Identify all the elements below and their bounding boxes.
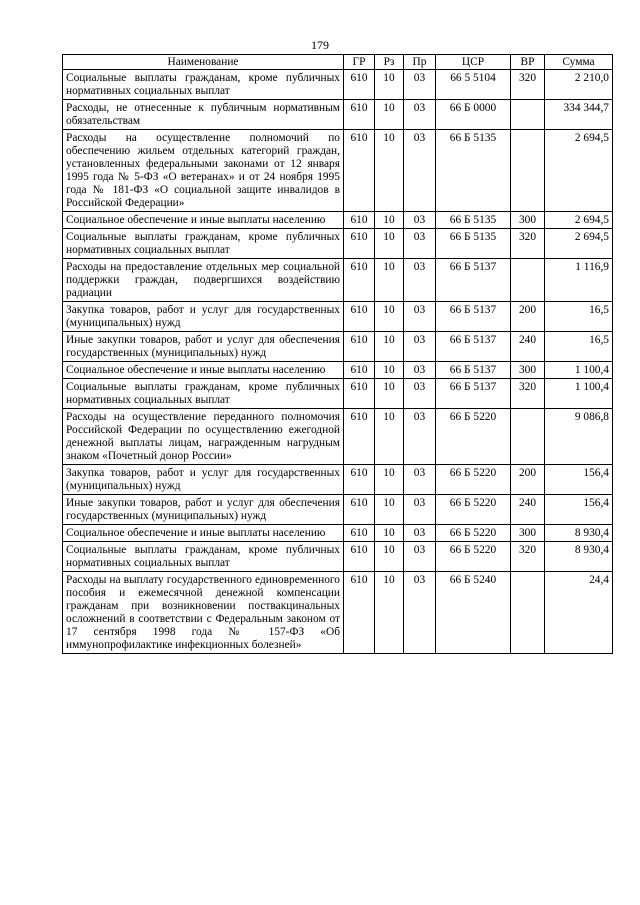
cell-vr xyxy=(511,409,545,465)
header-gr: ГР xyxy=(344,55,375,70)
cell-vr: 240 xyxy=(511,332,545,362)
cell-pr: 03 xyxy=(404,409,436,465)
header-rz: Рз xyxy=(375,55,404,70)
cell-name: Социальное обеспечение и иные выплаты населению xyxy=(63,212,344,229)
cell-rz: 10 xyxy=(375,495,404,525)
cell-csr: 66 Б 5220 xyxy=(436,465,511,495)
cell-gr: 610 xyxy=(344,495,375,525)
table-row xyxy=(63,229,613,259)
table-row xyxy=(63,302,613,332)
cell-vr: 320 xyxy=(511,70,545,100)
cell-pr: 03 xyxy=(404,259,436,302)
cell-gr: 610 xyxy=(344,332,375,362)
cell-rz: 10 xyxy=(375,465,404,495)
cell-vr xyxy=(511,130,545,212)
cell-rz: 10 xyxy=(375,229,404,259)
cell-csr: 66 Б 5240 xyxy=(436,572,511,654)
cell-name: Расходы на выплату государственного единовременного пособия и ежемесячной денежной компенсации гражданам при возникновении поствакцинальных осложнений в соответствии с Федеральным законом от 17 сентября 1998 года № 157-ФЗ «Об иммунопрофилактике инфекционных болезней» xyxy=(63,572,344,654)
cell-csr: 66 Б 5135 xyxy=(436,130,511,212)
cell-pr: 03 xyxy=(404,212,436,229)
cell-csr: 66 Б 5220 xyxy=(436,542,511,572)
cell-rz: 10 xyxy=(375,212,404,229)
cell-name: Расходы на предоставление отдельных мер социальной поддержки граждан, подвергшихся воздействию радиации xyxy=(63,259,344,302)
cell-csr: 66 Б 5220 xyxy=(436,525,511,542)
cell-sum: 8 930,4 xyxy=(545,542,613,572)
budget-table xyxy=(62,54,613,654)
cell-sum: 1 116,9 xyxy=(545,259,613,302)
cell-vr: 320 xyxy=(511,229,545,259)
cell-csr: 66 Б 5135 xyxy=(436,212,511,229)
header-csr: ЦСР xyxy=(436,55,511,70)
cell-gr: 610 xyxy=(344,525,375,542)
table-row xyxy=(63,495,613,525)
cell-sum: 334 344,7 xyxy=(545,100,613,130)
cell-pr: 03 xyxy=(404,495,436,525)
cell-rz: 10 xyxy=(375,70,404,100)
cell-name: Закупка товаров, работ и услуг для государственных (муниципальных) нужд xyxy=(63,302,344,332)
cell-gr: 610 xyxy=(344,70,375,100)
cell-vr xyxy=(511,259,545,302)
table-row xyxy=(63,259,613,302)
cell-pr: 03 xyxy=(404,379,436,409)
cell-pr: 03 xyxy=(404,542,436,572)
table-row xyxy=(63,572,613,654)
cell-vr xyxy=(511,572,545,654)
cell-vr: 200 xyxy=(511,465,545,495)
cell-sum: 1 100,4 xyxy=(545,362,613,379)
table-row xyxy=(63,332,613,362)
cell-name: Иные закупки товаров, работ и услуг для обеспечения государственных (муниципальных) нужд xyxy=(63,495,344,525)
header-vr: ВР xyxy=(511,55,545,70)
cell-pr: 03 xyxy=(404,70,436,100)
table-header xyxy=(63,55,613,70)
cell-rz: 10 xyxy=(375,332,404,362)
cell-rz: 10 xyxy=(375,302,404,332)
cell-csr: 66 Б 5220 xyxy=(436,409,511,465)
table-row xyxy=(63,212,613,229)
cell-rz: 10 xyxy=(375,100,404,130)
cell-vr: 200 xyxy=(511,302,545,332)
cell-gr: 610 xyxy=(344,100,375,130)
cell-gr: 610 xyxy=(344,542,375,572)
cell-pr: 03 xyxy=(404,302,436,332)
cell-sum: 2 694,5 xyxy=(545,212,613,229)
cell-sum: 2 210,0 xyxy=(545,70,613,100)
cell-name: Социальные выплаты гражданам, кроме публичных нормативных социальных выплат xyxy=(63,379,344,409)
cell-csr: 66 5 5104 xyxy=(436,70,511,100)
cell-csr: 66 Б 5137 xyxy=(436,259,511,302)
cell-pr: 03 xyxy=(404,525,436,542)
cell-rz: 10 xyxy=(375,362,404,379)
cell-csr: 66 Б 5137 xyxy=(436,332,511,362)
page-number: 179 xyxy=(311,38,329,52)
cell-vr: 320 xyxy=(511,542,545,572)
cell-name: Расходы на осуществление полномочий по обеспечению жильем отдельных категорий граждан, установленных федеральными законами от 12 января 1995 года № 5-ФЗ «О ветеранах» и от 24 ноября 1995 года № 181-ФЗ «О социальной защите инвалидов в Российской Федерации» xyxy=(63,130,344,212)
cell-name: Социальное обеспечение и иные выплаты населению xyxy=(63,362,344,379)
cell-csr: 66 Б 5220 xyxy=(436,495,511,525)
cell-pr: 03 xyxy=(404,572,436,654)
cell-gr: 610 xyxy=(344,572,375,654)
cell-vr: 300 xyxy=(511,362,545,379)
cell-vr: 300 xyxy=(511,525,545,542)
cell-vr: 300 xyxy=(511,212,545,229)
table-row xyxy=(63,362,613,379)
header-pr: Пр xyxy=(404,55,436,70)
cell-csr: 66 Б 5137 xyxy=(436,379,511,409)
cell-sum: 16,5 xyxy=(545,332,613,362)
cell-vr: 240 xyxy=(511,495,545,525)
cell-pr: 03 xyxy=(404,362,436,379)
table-row xyxy=(63,465,613,495)
cell-sum: 156,4 xyxy=(545,495,613,525)
cell-sum: 1 100,4 xyxy=(545,379,613,409)
cell-sum: 2 694,5 xyxy=(545,229,613,259)
cell-sum: 156,4 xyxy=(545,465,613,495)
cell-pr: 03 xyxy=(404,332,436,362)
cell-name: Иные закупки товаров, работ и услуг для обеспечения государственных (муниципальных) нужд xyxy=(63,332,344,362)
cell-rz: 10 xyxy=(375,379,404,409)
header-name: Наименование xyxy=(63,55,344,70)
cell-name: Социальные выплаты гражданам, кроме публичных нормативных социальных выплат xyxy=(63,229,344,259)
cell-gr: 610 xyxy=(344,212,375,229)
cell-rz: 10 xyxy=(375,259,404,302)
cell-name: Социальное обеспечение и иные выплаты населению xyxy=(63,525,344,542)
cell-name: Расходы на осуществление переданного полномочия Российской Федерации по осуществлению ежегодной денежной выплаты лицам, награжденным нагрудным знаком «Почетный донор России» xyxy=(63,409,344,465)
table-row xyxy=(63,100,613,130)
cell-vr xyxy=(511,100,545,130)
cell-pr: 03 xyxy=(404,130,436,212)
cell-gr: 610 xyxy=(344,409,375,465)
cell-gr: 610 xyxy=(344,259,375,302)
cell-sum: 2 694,5 xyxy=(545,130,613,212)
table-row xyxy=(63,542,613,572)
cell-rz: 10 xyxy=(375,542,404,572)
cell-pr: 03 xyxy=(404,465,436,495)
cell-gr: 610 xyxy=(344,229,375,259)
cell-pr: 03 xyxy=(404,229,436,259)
cell-gr: 610 xyxy=(344,302,375,332)
table-row xyxy=(63,70,613,100)
cell-name: Социальные выплаты гражданам, кроме публичных нормативных социальных выплат xyxy=(63,70,344,100)
cell-csr: 66 Б 5135 xyxy=(436,229,511,259)
cell-name: Социальные выплаты гражданам, кроме публичных нормативных социальных выплат xyxy=(63,542,344,572)
cell-gr: 610 xyxy=(344,130,375,212)
table-body xyxy=(63,70,613,654)
cell-csr: 66 Б 0000 xyxy=(436,100,511,130)
cell-gr: 610 xyxy=(344,362,375,379)
cell-gr: 610 xyxy=(344,379,375,409)
table-row xyxy=(63,130,613,212)
cell-sum: 8 930,4 xyxy=(545,525,613,542)
cell-name: Расходы, не отнесенные к публичным нормативным обязательствам xyxy=(63,100,344,130)
table-row xyxy=(63,409,613,465)
cell-rz: 10 xyxy=(375,525,404,542)
cell-vr: 320 xyxy=(511,379,545,409)
header-row xyxy=(63,55,613,70)
cell-pr: 03 xyxy=(404,100,436,130)
header-sum: Сумма xyxy=(545,55,613,70)
cell-sum: 16,5 xyxy=(545,302,613,332)
table-row xyxy=(63,525,613,542)
cell-sum: 9 086,8 xyxy=(545,409,613,465)
cell-csr: 66 Б 5137 xyxy=(436,362,511,379)
cell-name: Закупка товаров, работ и услуг для государственных (муниципальных) нужд xyxy=(63,465,344,495)
cell-csr: 66 Б 5137 xyxy=(436,302,511,332)
table-row xyxy=(63,379,613,409)
cell-sum: 24,4 xyxy=(545,572,613,654)
cell-gr: 610 xyxy=(344,465,375,495)
cell-rz: 10 xyxy=(375,409,404,465)
cell-rz: 10 xyxy=(375,572,404,654)
cell-rz: 10 xyxy=(375,130,404,212)
